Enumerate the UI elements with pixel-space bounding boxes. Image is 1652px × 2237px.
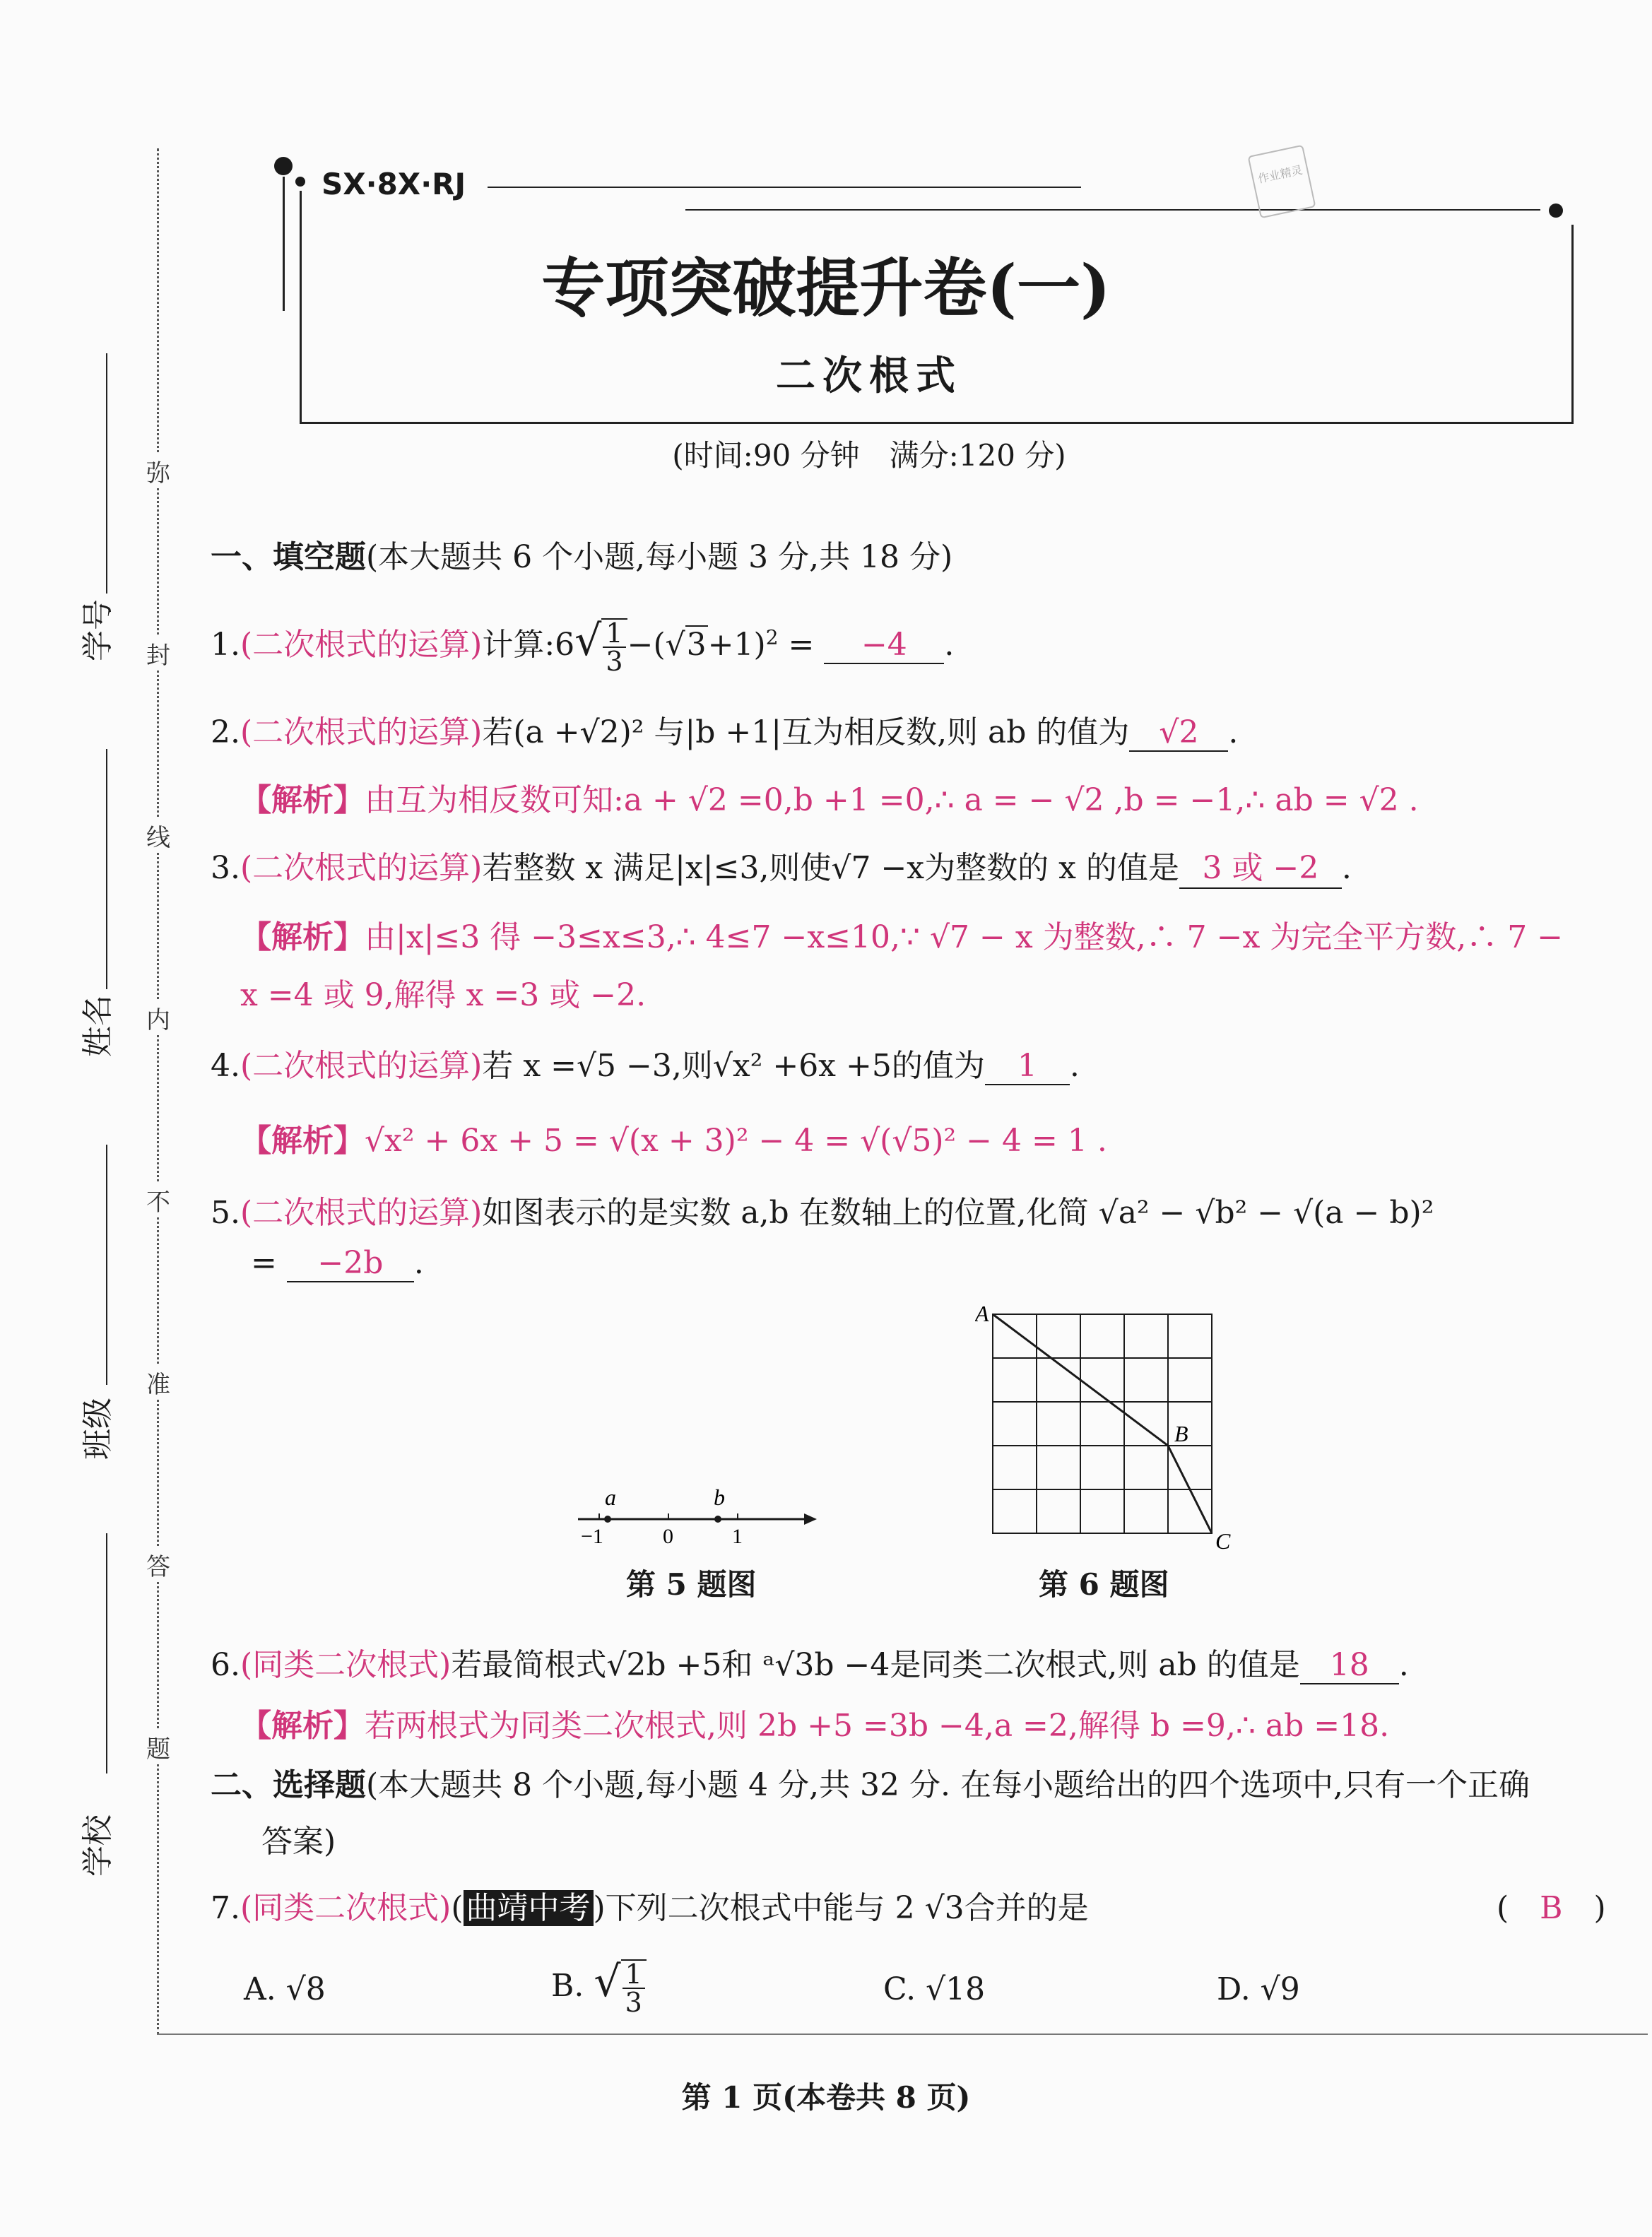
figure-6-grid [975,1300,1237,1554]
question-6: 6.(同类二次根式)若最简根式√2b +5和 ᵃ√3b −4是同类二次根式,则 ab 的值是 18 . [211,1647,1409,1683]
option-d: D. √9 [1217,1971,1300,2007]
header-dot-right-icon [1549,203,1563,218]
header-dot-icon [274,157,293,175]
seal-char: 准 [146,1365,170,1400]
option-a: A. √8 [244,1971,326,2007]
page-title: 专项突破提升卷(一) [541,251,1111,326]
question-7: 7.(同类二次根式)(曲靖中考)下列二次根式中能与 2 √3合并的是 [211,1890,1089,1926]
header-dot-small-icon [295,177,305,187]
seal-char: 题 [146,1730,170,1764]
watermark-stamp: 作业精灵 [1248,145,1316,219]
seal-char: 内 [146,1001,170,1035]
label-point-c: C [1215,1528,1231,1554]
number-line-arrow-icon [804,1513,817,1525]
answer-7: ( B ) [1497,1890,1606,1926]
paper-code: SX·8X·RJ [321,167,466,201]
seal-char: 弥 [146,454,170,488]
header-rule-top [488,187,1081,188]
label-student-id: 学号 [80,599,116,661]
answer-2: √2 [1129,714,1228,752]
header-rule-mid [685,209,1540,211]
solution-2: 【解析】由互为相反数可知:a + √2 =0,b +1 =0,∴ a = − √2 ,b = −1,∴ ab = √2 . [240,782,1419,818]
figure-5-caption: 第 5 题图 [626,1567,757,1602]
figure-6-caption: 第 6 题图 [1039,1567,1169,1602]
solution-3-line2: x =4 或 9,解得 x =3 或 −2. [240,977,647,1013]
section1-heading: 一、填空题(本大题共 6 个小题,每小题 3 分,共 18 分) [211,539,953,575]
section2-heading: 二、选择题(本大题共 8 个小题,每小题 4 分,共 32 分. 在每小题给出的四个选项中,只有一个正确 [211,1767,1530,1803]
tick-label: −1 [581,1525,603,1548]
question-2: 2.(二次根式的运算)若(a +√2)² 与|b +1|互为相反数,则 ab 的值为 √2 . [211,714,1239,750]
label-point-b: B [1174,1421,1188,1446]
answer-1: −4 [824,627,944,664]
section2-heading-cont: 答案) [261,1824,336,1860]
solution-4: 【解析】√x² + 6x + 5 = √(x + 3)² − 4 = √(√5)² − 4 = 1 . [240,1123,1107,1159]
seal-char: 答 [146,1547,170,1582]
solution-6: 【解析】若两根式为同类二次根式,则 2b +5 =3b −4,a =2,解得 b =9,∴ ab =18. [240,1708,1390,1744]
header-box-bottom [300,422,1574,424]
question-1: 1.(二次根式的运算)计算:6√ $\frac{1}{3}$ $-(√3+1)^2 = -4$ . [211,616,955,677]
question-5-answer-line: = −2b . [251,1245,424,1281]
class-line [106,1145,107,1385]
point-b [714,1516,721,1523]
footer-rule [157,2034,1648,2035]
solution-3-line1: 【解析】由|x|≤3 得 −3≤x≤3,∴ 4≤7 −x≤10,∵ √7 − x 为整数,∴ 7 −x 为完全平方数,∴ 7 − [240,919,1564,955]
seal-char: 线 [146,818,170,853]
answer-5: −2b [287,1245,414,1282]
question-4: 4.(二次根式的运算)若 x =√5 −3,则√x² +6x +5的值为 1 . [211,1048,1080,1084]
tick-label: 1 [732,1525,743,1548]
page-footer: 第 1 页(本卷共 8 页) [681,2080,971,2115]
page-subtitle: 二次根式 [776,353,962,399]
school-line [106,1533,107,1773]
label-point-a: A [975,1301,989,1326]
answer-3: 3 或 −2 [1179,842,1342,889]
option-c: C. √18 [883,1971,986,2007]
name-line [106,749,107,989]
seal-char: 不 [146,1183,170,1217]
label-name: 姓名 [80,995,116,1057]
label-b: b [714,1485,725,1510]
answer-6: 18 [1300,1647,1399,1684]
question-3: 3.(二次根式的运算)若整数 x 满足|x|≤3,则使√7 −x为整数的 x 的值是 3 或 −2 . [211,842,1352,889]
option-b: B. √ $\frac{1}{3}$ [551,1957,647,2016]
answer-4: 1 [985,1048,1070,1085]
source-badge: 曲靖中考 [464,1890,594,1926]
seal-char: 封 [146,636,170,671]
tick-label: 0 [663,1525,673,1548]
label-a: a [605,1485,616,1510]
exam-meta: (时间:90 分钟 满分:120 分) [672,438,1066,473]
label-school: 学校 [80,1814,116,1877]
label-class: 班级 [80,1398,116,1460]
question-5: 5.(二次根式的运算)如图表示的是实数 a,b 在数轴上的位置,化简 √a² − √b² − √(a − b)² [211,1195,1434,1231]
point-a [604,1516,611,1523]
figure-5-number-line [571,1484,818,1554]
